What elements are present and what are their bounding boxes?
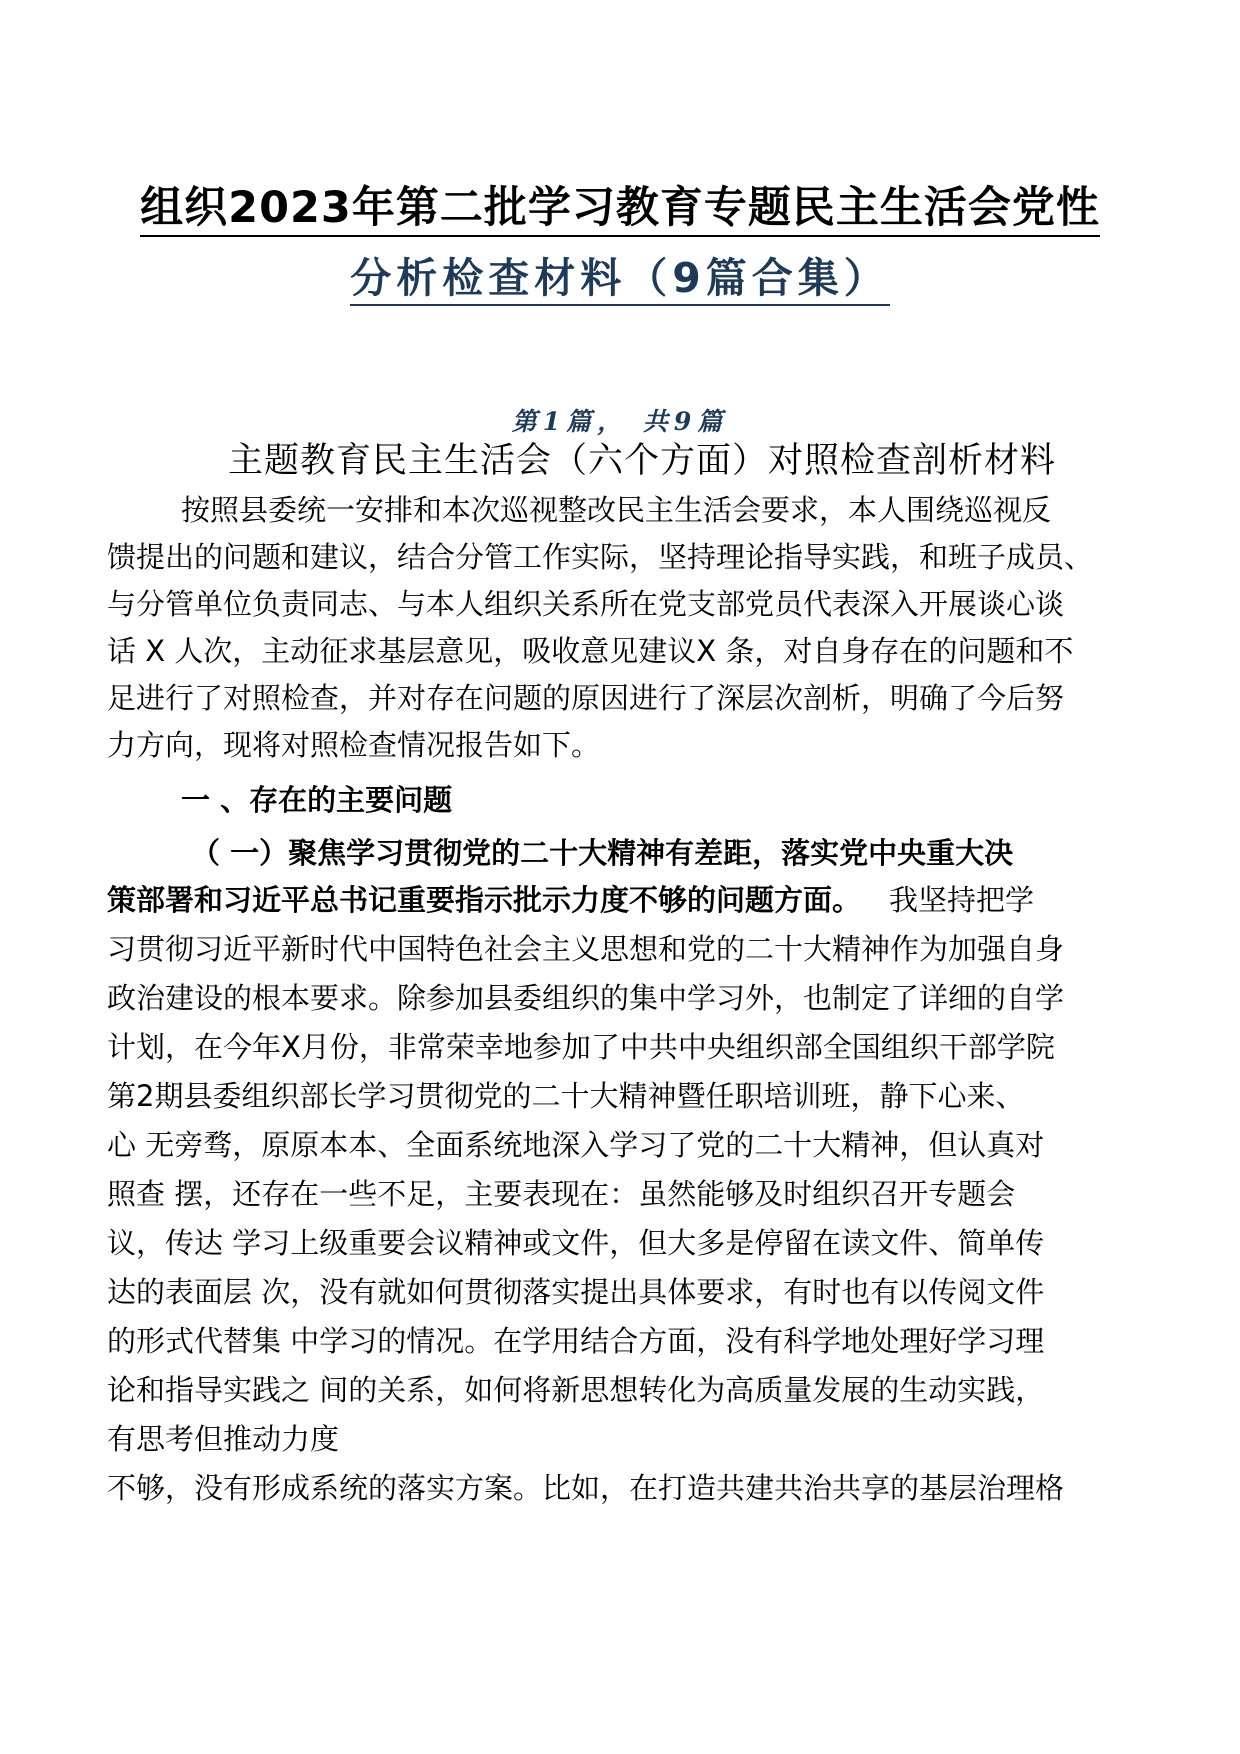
document-title-line-2: 分析检查材料（9篇合集） — [0, 245, 1240, 304]
body-line: 照查 摆，还存在一些不足，主要表现在：虽然能够及时组织召开专题会 — [107, 1177, 1016, 1211]
intro-line: 馈提出的问题和建议，结合分管工作实际，坚持理论指导实践，和班子成员、 — [107, 540, 1094, 574]
body-text-start: 我坚持把学 — [889, 883, 1035, 917]
body-line: 的形式代替集 中学习的情况。在学用结合方面，没有科学地处理好学习理 — [107, 1324, 1045, 1358]
body-line: 第2期县委组织部长学习贯彻党的二十大精神暨任职培训班，静下心来、 — [107, 1079, 1025, 1113]
article-title: 主题教育民主生活会（六个方面）对照检查剖析材料 — [228, 441, 1057, 481]
body-line: 议，传达 学习上级重要会议精神或文件，但大多是停留在读文件、简单传 — [107, 1226, 1045, 1260]
subsection-heading-text: 策部署和习近平总书记重要指示批示力度不够的问题方面。 — [107, 883, 862, 917]
body-line: 政治建设的根本要求。除参加县委组织的集中学习外，也制定了详细的自学 — [107, 981, 1065, 1015]
subsection-heading-line-1: （ 一）聚焦学习贯彻党的二十大精神有差距，落实党中央重大决 — [191, 836, 1014, 870]
body-line: 有思考但推动力度 — [107, 1422, 340, 1456]
body-line: 达的表面层 次，没有就如何贯彻落实提出具体要求，有时也有以传阅文件 — [107, 1275, 1045, 1309]
body-line: 心 无旁骛，原原本本、全面系统地深入学习了党的二十大精神，但认真对 — [107, 1128, 1045, 1162]
intro-line: 话 X 人次，主动征求基层意见，吸收意见建议X 条，对自身存在的问题和不 — [107, 634, 1074, 668]
intro-line: 与分管单位负责同志、与本人组织关系所在党支部党员代表深入开展谈心谈 — [107, 587, 1065, 621]
intro-line: 力方向，现将对照检查情况报告如下。 — [107, 728, 601, 762]
intro-line: 足进行了对照检查，并对存在问题的原因进行了深层次剖析，明确了今后努 — [107, 681, 1065, 715]
body-line: 不够，没有形成系统的落实方案。比如，在打造共建共治共享的基层治理格 — [107, 1471, 1065, 1505]
article-pagination: 第1篇， 共9篇 — [511, 407, 729, 436]
body-line: 计划，在今年X月份，非常荣幸地参加了中共中央组织部全国组织干部学院 — [107, 1030, 1055, 1064]
body-line: 习贯彻习近平新时代中国特色社会主义思想和党的二十大精神作为加强自身 — [107, 932, 1065, 966]
section-heading: 一 、存在的主要问题 — [181, 783, 453, 817]
subsection-heading-line-2 — [107, 883, 1035, 917]
document-title-line-1: 组织2023年第二批学习教育专题民主生活会党性 — [0, 174, 1240, 235]
intro-line: 按照县委统一安排和本次巡视整改民主生活会要求，本人围绕巡视反 — [181, 493, 1052, 527]
body-line: 论和指导实践之 间的关系，如何将新思想转化为高质量发展的生动实践， — [107, 1373, 1045, 1407]
